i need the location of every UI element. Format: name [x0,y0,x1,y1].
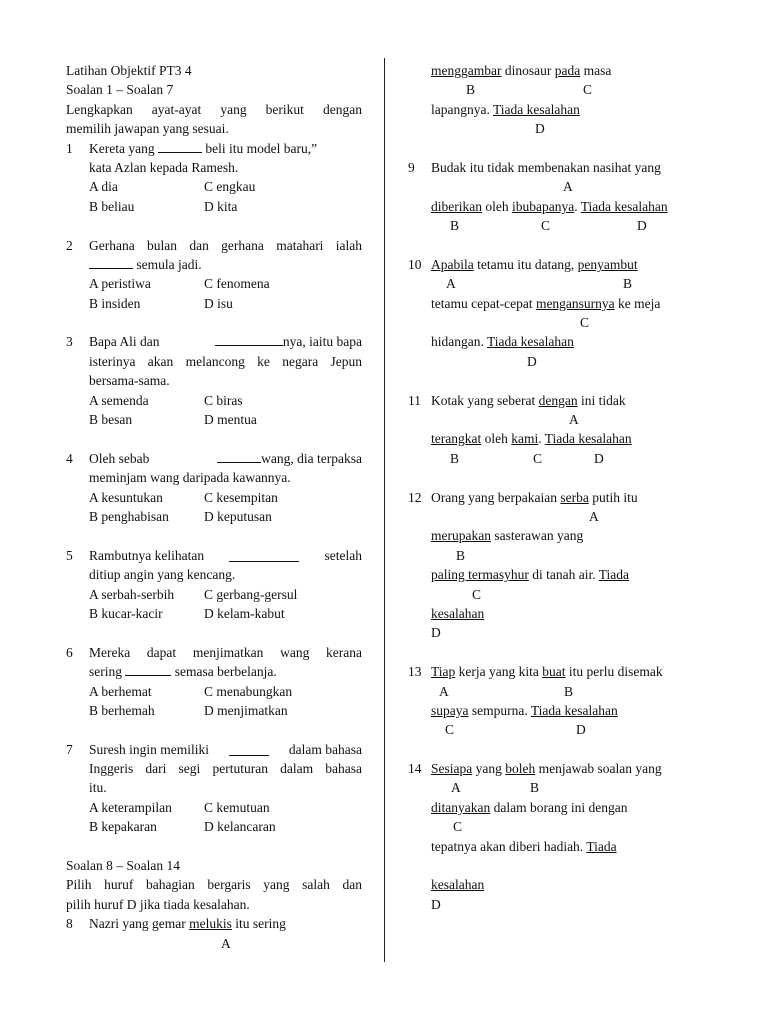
question-5: 5 Rambutnya kelihatan setelah [66,546,362,565]
question-number: 12 [408,489,422,505]
option-b[interactable]: B kucar-kacir [89,605,163,621]
option-b[interactable]: B penghabisan [89,508,169,524]
option-b[interactable]: B besan [89,412,133,428]
label-b: B [623,276,633,292]
question-12: 12 Orang yang berpakaian serba putih itu [408,488,708,507]
question-4: 4 Oleh sebab wang, dia terpaksa [66,449,362,468]
answer-blank [217,450,261,463]
underlined-part-d: Tiada kesalahan [544,431,632,447]
option-d[interactable]: D menjimatkan [204,702,288,718]
underlined-part-b: terangkat [431,431,482,447]
label-a: A [221,935,231,951]
label-c: C [445,722,455,738]
question-8: 8 Nazri yang gemar melukis itu sering [66,914,362,933]
underlined-part-a: melukis [189,916,232,932]
question-9: 9 Budak itu tidak membenakan nasihat yang [408,158,708,177]
underlined-part-a: dengan [538,392,578,408]
column-divider [384,58,385,962]
answer-blank [229,743,269,756]
label-c: C [472,586,482,602]
label-b: B [466,82,476,98]
option-b[interactable]: B insiden [89,295,141,311]
option-d[interactable]: D kelam-kabut [204,605,285,621]
option-c[interactable]: C menabungkan [204,683,293,699]
question-14: 14 Sesiapa yang boleh menjawab soalan yang [408,759,708,778]
label-d: D [594,450,604,466]
label-a: A [569,412,579,428]
right-column: menggambar dinosaur pada masa B C lapangnya. Tiada kesalahan D 9 Budak itu tidak membenakan nasihat yang A diberikan oleh ibubapanya. Tiada kesalahan B C D 10 Apabila tetamu itu datang, penyambut A B tetamu cepat-cepat mengansurnya ke meja C hidangan. Tiada kesalahan D 11 Kotak yang seberat dengan ini tidak A terangkat oleh kami. Tiada kesalahan B C D 12 Orang yang berpakaian serba putih itu A merupakan sasterawan yang B paling termasyhur di tanah air. Tiada C kesalahan D 13 Tiap kerja yang kita buat itu perlu disemak A B supaya sempurna. Tiada kesalahan C D 14 Sesiapa yang boleh menjawab soalan yang A B ditanyakan dalam borang ini dengan C tepatnya akan diberi hadiah. Tiada kesalahan D [408,61,708,914]
label-b: B [456,547,466,563]
question-6: 6 Mereka dapat menjimatkan wang kerana [66,643,362,662]
label-a: A [563,179,573,195]
label-a: A [446,276,456,292]
label-c: C [580,315,590,331]
option-c[interactable]: C engkau [204,179,256,195]
section-2-instruction: Pilih huruf bahagian bergaris yang salah dan [66,877,362,893]
question-number: 10 [408,256,422,272]
option-c[interactable]: C kemutuan [204,799,270,815]
answer-blank [215,333,283,346]
option-b[interactable]: B kepakaran [89,819,157,835]
question-number: 7 [66,741,73,757]
question-number: 5 [66,547,73,563]
underlined-part-d: kesalahan [431,605,485,621]
label-d: D [527,353,537,369]
question-number: 9 [408,159,415,175]
option-b[interactable]: B beliau [89,198,135,214]
option-a[interactable]: A semenda [89,392,149,408]
label-c: C [533,450,543,466]
question-number: 1 [66,140,73,156]
worksheet-title: Latihan Objektif PT3 4 [66,63,192,78]
underlined-part-a: Tiap [431,664,456,680]
option-a[interactable]: A serbah-serbih [89,586,175,602]
underlined-part-d: Tiada kesalahan [530,702,618,718]
underlined-part-c: ditanyakan [431,799,491,815]
question-3: 3 Bapa Ali dan nya, iaitu bapa [66,332,362,351]
label-a: A [439,683,449,699]
underlined-part-d: Tiada [586,838,617,854]
label-c: C [453,819,463,835]
section-1-instruction: Lengkapkan ayat-ayat yang berikut dengan [66,101,362,117]
underlined-part-d: Tiada kesalahan [580,198,668,214]
underlined-part-c: mengansurnya [535,295,615,311]
option-d[interactable]: D mentua [204,412,257,428]
label-d: D [637,218,647,234]
question-number: 4 [66,450,73,466]
section-2-instruction: pilih huruf D jika tiada kesalahan. [66,896,250,912]
question-2: 2 Gerhana bulan dan gerhana matahari ialah [66,236,362,255]
underlined-part-d: Tiada kesalahan [492,101,580,117]
question-number: 6 [66,644,73,660]
option-a[interactable]: A keterampilan [89,799,172,815]
label-b: B [450,450,460,466]
label-b: B [564,683,574,699]
label-d: D [431,896,441,912]
underlined-part-c: paling termasyhur [431,567,529,583]
label-a: A [451,780,461,796]
section-1-instruction: memilih jawapan yang sesuai. [66,121,229,137]
section-1-heading: Soalan 1 – Soalan 7 [66,82,174,98]
option-b[interactable]: B berhemah [89,702,155,718]
question-number: 8 [66,916,73,932]
option-d[interactable]: D kelancaran [204,819,276,835]
question-8-continued: menggambar dinosaur pada masa [431,63,612,78]
underlined-part-a: Sesiapa [431,761,473,777]
label-c: C [583,82,593,98]
question-number: 14 [408,761,422,777]
label-d: D [535,121,545,137]
underlined-part-c: kami [511,431,539,447]
underlined-part-a: Apabila [431,256,474,272]
underlined-part-b: boleh [505,761,536,777]
underlined-part-b: merupakan [431,528,491,544]
answer-blank [89,256,133,269]
label-d: D [576,722,586,738]
answer-blank [158,140,202,153]
underlined-part-b: penyambut [577,256,638,272]
question-11: 11 Kotak yang seberat dengan ini tidak [408,391,708,410]
underlined-part-a: serba [560,489,589,505]
question-1: 1 Kereta yang beli itu model baru,” [66,139,362,158]
label-b: B [450,218,460,234]
label-c: C [541,218,551,234]
underlined-part-d: kesalahan [431,877,485,893]
question-7: 7 Suresh ingin memiliki dalam bahasa [66,740,362,759]
label-b: B [530,780,540,796]
underlined-part-c: supaya [431,702,469,718]
option-d[interactable]: D kita [204,198,238,214]
option-c[interactable]: C kesempitan [204,489,278,505]
question-number: 2 [66,237,73,253]
left-column: Latihan Objektif PT3 4 Soalan 1 – Soalan 7 Lengkapkan ayat-ayat yang berikut dengan memilih jawapan yang sesuai. 1 Kereta yang beli itu model baru,” kata Azlan kepada Ramesh. A dia C engkau B beliau D kita 2 Gerhana bulan dan gerhana matahari ialah semula jadi. A peristiwa C fenomena B insiden D isu 3 Bapa Ali dan nya, iaitu bapa isterinya akan melancong ke negara Jepun bersama-sama. A semenda C biras B besan D mentua 4 Oleh sebab wang, dia terpaksa meminjam wang daripada kawannya. A kesuntukan C kesempitan B penghabisan D keputusan 5 Rambutnya kelihatan setelah ditiup angin yang kencang. A serbah-serbih C gerbang-gersul B kucar-kacir D kelam-kabut 6 Mereka dapat menjimatkan wang kerana sering semasa berbelanja. A berhemat C menabungkan B berhemah D menjimatkan 7 Suresh ingin memiliki dalam bahasa Inggeris dari segi pertuturan dalam bahasa itu. A keterampilan C kemutuan B kepakaran D kelancaran Soalan 8 – Soalan 14 Pilih huruf bahagian bergaris yang salah dan pilih huruf D jika tiada kesalahan. 8 Nazri yang gemar melukis itu sering A [66,61,362,953]
section-2-heading: Soalan 8 – Soalan 14 [66,858,180,874]
question-number: 13 [408,664,422,680]
underlined-part-b: buat [542,664,566,680]
option-d[interactable]: D keputusan [204,508,272,524]
option-d[interactable]: D isu [204,295,233,311]
question-number: 3 [66,334,73,350]
label-a: A [589,508,599,524]
answer-blank [125,663,171,676]
option-a[interactable]: A peristiwa [89,276,151,292]
option-a[interactable]: A berhemat [89,683,152,699]
option-c[interactable]: C biras [204,392,243,408]
option-c[interactable]: C fenomena [204,276,270,292]
underlined-part-d: Tiada [598,567,629,583]
underlined-part-c: ibubapanya [511,198,575,214]
underlined-part-c: pada [554,63,581,78]
underlined-part-b: menggambar [431,63,502,78]
option-a[interactable]: A dia [89,179,118,195]
underlined-part-b: diberikan [431,198,482,214]
question-10: 10 Apabila tetamu itu datang, penyambut [408,255,708,274]
label-d: D [431,625,441,641]
question-number: 11 [408,392,421,408]
option-a[interactable]: A kesuntukan [89,489,163,505]
underlined-part-d: Tiada kesalahan [487,334,574,350]
option-c[interactable]: C gerbang-gersul [204,586,298,602]
answer-blank [229,549,299,562]
question-13: 13 Tiap kerja yang kita buat itu perlu disemak [408,662,708,681]
